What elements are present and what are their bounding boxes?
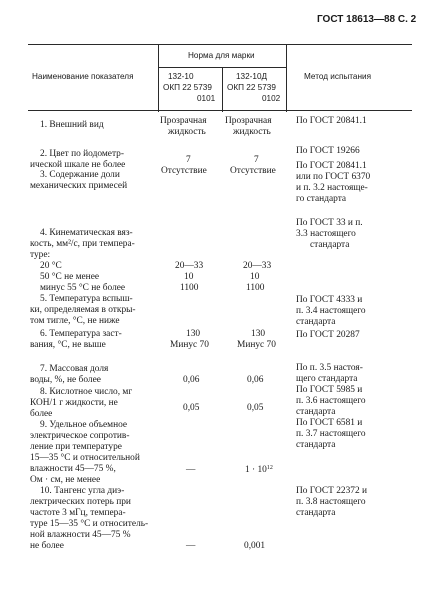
row-8-method: стандарта bbox=[296, 407, 336, 417]
row-4-method: По ГОСТ 33 и п. bbox=[296, 218, 363, 228]
row-7-v1: 0,06 bbox=[183, 375, 200, 385]
row-4-name: кость, мм²/с, при темпера- bbox=[30, 239, 135, 249]
row-3-name: механических примесей bbox=[30, 181, 128, 191]
row-6-v1: Минус 70 bbox=[170, 340, 209, 350]
row-2-method: По ГОСТ 19266 bbox=[296, 146, 360, 156]
row-8-name: КОН/1 г жидкости, не bbox=[30, 398, 118, 408]
row-10-v2: 0,001 bbox=[244, 541, 266, 551]
row-9-name: Ом · см, не менее bbox=[30, 475, 101, 485]
row-1-v1: Прозрачная bbox=[160, 116, 207, 126]
row-2-v1: 7 bbox=[186, 155, 191, 165]
row-7-name: 7. Массовая доля bbox=[40, 364, 109, 374]
row-9-method: стандарта bbox=[296, 440, 336, 450]
row-4-name: 50 °С не менее bbox=[40, 272, 100, 282]
row-9-v2: $1 \cdot 10^{12}$ bbox=[245, 465, 273, 475]
row-7-v2: 0,06 bbox=[247, 375, 264, 385]
row-5-method: п. 3.4 настоящего bbox=[296, 306, 366, 316]
row-4-v2: 10 bbox=[250, 272, 260, 282]
grade2-name: 132-10Д bbox=[236, 72, 268, 81]
row-9-name: влажности 45—75 %, bbox=[30, 464, 116, 474]
row-10-method: п. 3.8 настоящего bbox=[296, 497, 366, 507]
column-divider-1 bbox=[158, 44, 159, 112]
row-3-method: го стандарта bbox=[296, 194, 347, 204]
column-header-norm: Норма для марки bbox=[188, 51, 255, 60]
row-4-v2: 20—33 bbox=[243, 261, 272, 271]
table-top-rule bbox=[28, 44, 412, 45]
row-2-v2: 7 bbox=[254, 155, 259, 165]
grade1-code: 0101 bbox=[197, 94, 216, 103]
row-5-method: По ГОСТ 4333 и bbox=[296, 295, 363, 305]
row-5-name: том тигле, °С, не ниже bbox=[30, 316, 120, 326]
column-header-method: Метод испытания bbox=[304, 72, 372, 81]
row-9-name: 15—35 °С и относительной bbox=[30, 453, 140, 463]
row-4-v1: 10 bbox=[184, 272, 194, 282]
grade1-okp: ОКП 22 5739 bbox=[163, 83, 212, 92]
row-8-method: По ГОСТ 5985 и bbox=[296, 385, 363, 395]
column-header-parameter: Наименование показателя bbox=[32, 72, 134, 81]
row-8-v2: 0,05 bbox=[247, 403, 264, 413]
row-4-name: туре: bbox=[30, 250, 51, 260]
row-7-method: щего стандарта bbox=[296, 374, 358, 384]
row-4-name: минус 55 °С не более bbox=[40, 283, 126, 293]
grade2-code: 0102 bbox=[262, 94, 281, 103]
column-divider-2 bbox=[222, 67, 223, 112]
row-6-method: По ГОСТ 20287 bbox=[296, 330, 360, 340]
row-10-name: лектрических потерь при bbox=[30, 497, 131, 507]
row-7-method: По п. 3.5 настоя- bbox=[296, 363, 363, 373]
grade2-okp: ОКП 22 5739 bbox=[227, 83, 276, 92]
page-header: ГОСТ 18613—88 С. 2 bbox=[317, 14, 417, 25]
row-3-name: 3. Содержание доли bbox=[40, 170, 120, 180]
row-9-v1: — bbox=[186, 465, 196, 475]
row-3-method: и п. 3.2 настояще- bbox=[296, 183, 368, 193]
row-4-method: 3.3 настоящего bbox=[296, 229, 356, 239]
row-2-name: ической шкале не более bbox=[30, 160, 126, 170]
row-10-name: частоте 3 мГц, темпера- bbox=[30, 508, 126, 518]
row-10-method: По ГОСТ 22372 и bbox=[296, 486, 367, 496]
row-10-name: не более bbox=[30, 541, 64, 551]
row-4-v1: 1100 bbox=[180, 283, 199, 293]
row-8-v1: 0,05 bbox=[183, 403, 200, 413]
row-1-v2: жидкость bbox=[233, 127, 271, 137]
row-5-v1: 130 bbox=[186, 329, 201, 339]
row-10-name: 10. Тангенс угла диэ- bbox=[40, 486, 125, 496]
row-4-v1: 20—33 bbox=[175, 261, 204, 271]
grade1-name: 132-10 bbox=[168, 72, 194, 81]
row-9-method: По ГОСТ 6581 и bbox=[296, 418, 363, 428]
row-4-name: 4. Кинематическая вяз- bbox=[40, 228, 133, 238]
row-10-name: ной влажности 45—75 % bbox=[30, 530, 131, 540]
row-10-name: туре 15—35 °С и относитель- bbox=[30, 519, 149, 529]
row-8-name: 8. Кислотное число, мг bbox=[40, 387, 133, 397]
row-9-name: ление при температуре bbox=[30, 442, 122, 452]
row-3-method: или по ГОСТ 6370 bbox=[296, 172, 371, 182]
row-9-method: п. 3.7 настоящего bbox=[296, 429, 366, 439]
row-6-v2: Минус 70 bbox=[237, 340, 276, 350]
row-7-name: воды, %, не более bbox=[30, 375, 101, 385]
table-header-rule bbox=[28, 110, 412, 111]
row-3-v2: Отсутствие bbox=[230, 166, 276, 176]
row-4-method: стандарта bbox=[310, 240, 350, 250]
row-9-name: 9. Удельное объемное bbox=[40, 420, 128, 430]
row-10-v1: — bbox=[186, 541, 196, 551]
row-1-method: По ГОСТ 20841.1 bbox=[296, 116, 367, 126]
row-3-method: По ГОСТ 20841.1 bbox=[296, 161, 367, 171]
row-3-v1: Отсутствие bbox=[161, 166, 207, 176]
row-4-name: 20 °С bbox=[40, 261, 62, 271]
row-6-name: 6. Температура заст- bbox=[40, 329, 122, 339]
row-8-method: п. 3.6 настоящего bbox=[296, 396, 366, 406]
row-5-method: стандарта bbox=[296, 317, 336, 327]
row-8-name: более bbox=[30, 409, 53, 419]
row-1-v1: жидкость bbox=[168, 127, 206, 137]
row-5-name: 5. Температура вспыш- bbox=[40, 294, 133, 304]
row-5-name: ки, определяемая в откры- bbox=[30, 305, 136, 315]
row-9-name: электрическое сопротив- bbox=[30, 431, 130, 441]
row-4-v2: 1100 bbox=[246, 283, 265, 293]
column-divider-3 bbox=[286, 44, 287, 112]
row-10-method: стандарта bbox=[296, 508, 336, 518]
row-2-name: 2. Цвет по йодометр- bbox=[40, 149, 124, 159]
row-1-name: 1. Внешний вид bbox=[40, 120, 104, 130]
row-5-v2: 130 bbox=[251, 329, 266, 339]
row-6-name: вания, °С, не выше bbox=[30, 340, 106, 350]
row-1-v2: Прозрачная bbox=[225, 116, 272, 126]
